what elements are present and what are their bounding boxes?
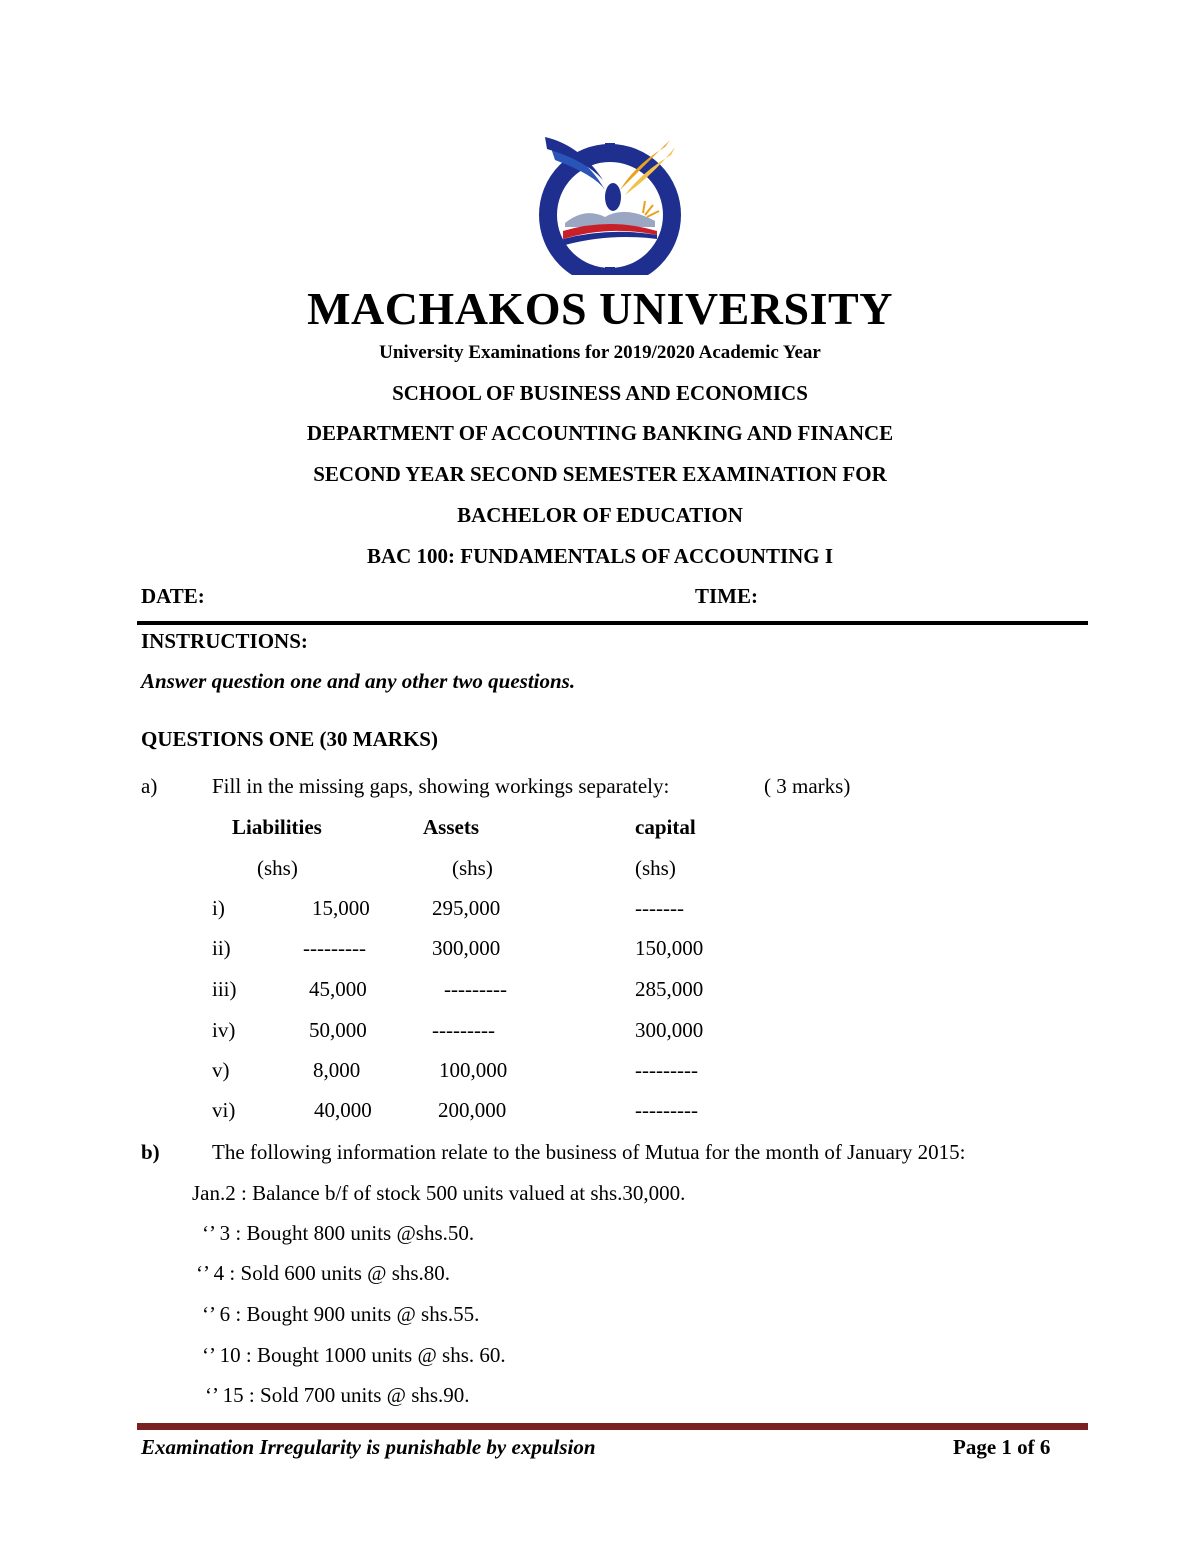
school-name: SCHOOL OF BUSINESS AND ECONOMICS	[392, 381, 808, 405]
part-b-letter: b)	[141, 1140, 160, 1164]
col-header-liabilities: Liabilities	[232, 815, 322, 839]
cell-liabilities: 50,000	[309, 1018, 367, 1042]
cell-assets: 200,000	[438, 1098, 507, 1122]
time-label: TIME:	[695, 584, 758, 608]
cell-assets: 300,000	[432, 936, 501, 960]
footer-warning: Examination Irregularity is punishable by expulsion	[141, 1435, 596, 1459]
cell-assets: ---------	[432, 1018, 495, 1042]
date-label: DATE:	[141, 584, 205, 608]
exam-for: SECOND YEAR SECOND SEMESTER EXAMINATION FOR	[313, 462, 887, 486]
department-name: DEPARTMENT OF ACCOUNTING BANKING AND FINANCE	[306, 421, 894, 445]
list-item: ‘’ 6 : Bought 900 units @ shs.55.	[202, 1302, 480, 1326]
instructions-text: Answer question one and any other two questions.	[141, 669, 576, 693]
list-item: ‘’ 15 : Sold 700 units @ shs.90.	[205, 1383, 470, 1407]
cell-capital: 300,000	[635, 1018, 704, 1042]
row-label: ii)	[212, 936, 231, 960]
course-title: BAC 100: FUNDAMENTALS OF ACCOUNTING I	[366, 544, 834, 568]
row-label: v)	[212, 1058, 230, 1082]
list-item: ‘’ 4 : Sold 600 units @ shs.80.	[196, 1261, 451, 1285]
footer-divider	[137, 1423, 1088, 1430]
cell-capital: 150,000	[635, 936, 704, 960]
list-item: Jan.2 : Balance b/f of stock 500 units valued at shs.30,000.	[192, 1181, 686, 1205]
header-divider	[137, 621, 1088, 625]
list-item: ‘’ 10 : Bought 1000 units @ shs. 60.	[202, 1343, 506, 1367]
university-name: MACHAKOS UNIVERSITY	[307, 283, 893, 334]
cell-capital: -------	[635, 896, 684, 920]
row-label: iii)	[212, 977, 237, 1001]
row-label: i)	[212, 896, 225, 920]
part-a-text: Fill in the missing gaps, showing workings separately:	[212, 774, 670, 798]
instructions-title: INSTRUCTIONS:	[141, 629, 308, 653]
cell-liabilities: 8,000	[313, 1058, 361, 1082]
programme-name: BACHELOR OF EDUCATION	[457, 503, 743, 527]
cell-capital: ---------	[635, 1098, 698, 1122]
cell-assets: ---------	[444, 977, 507, 1001]
list-item: ‘’ 3 : Bought 800 units @shs.50.	[202, 1221, 475, 1245]
part-a-letter: a)	[141, 774, 158, 798]
cell-assets: 100,000	[439, 1058, 508, 1082]
cell-assets: 295,000	[432, 896, 501, 920]
col-header-assets: Assets	[423, 815, 479, 839]
part-a-marks: ( 3 marks)	[764, 774, 851, 798]
university-logo	[525, 135, 695, 275]
col-unit-liabilities: (shs)	[257, 856, 298, 880]
cell-liabilities: ---------	[303, 936, 366, 960]
col-unit-assets: (shs)	[452, 856, 493, 880]
exam-year: University Examinations for 2019/2020 Academic Year	[379, 342, 821, 363]
col-unit-capital: (shs)	[635, 856, 676, 880]
cell-liabilities: 45,000	[309, 977, 367, 1001]
page-number: Page 1 of 6	[953, 1435, 1051, 1459]
row-label: iv)	[212, 1018, 236, 1042]
cell-liabilities: 40,000	[314, 1098, 372, 1122]
row-label: vi)	[212, 1098, 236, 1122]
col-header-capital: capital	[635, 815, 696, 839]
question-one-title: QUESTIONS ONE (30 MARKS)	[141, 727, 438, 751]
cell-liabilities: 15,000	[312, 896, 370, 920]
cell-capital: ---------	[635, 1058, 698, 1082]
cell-capital: 285,000	[635, 977, 704, 1001]
part-b-text: The following information relate to the business of Mutua for the month of January 2015:	[212, 1140, 966, 1164]
